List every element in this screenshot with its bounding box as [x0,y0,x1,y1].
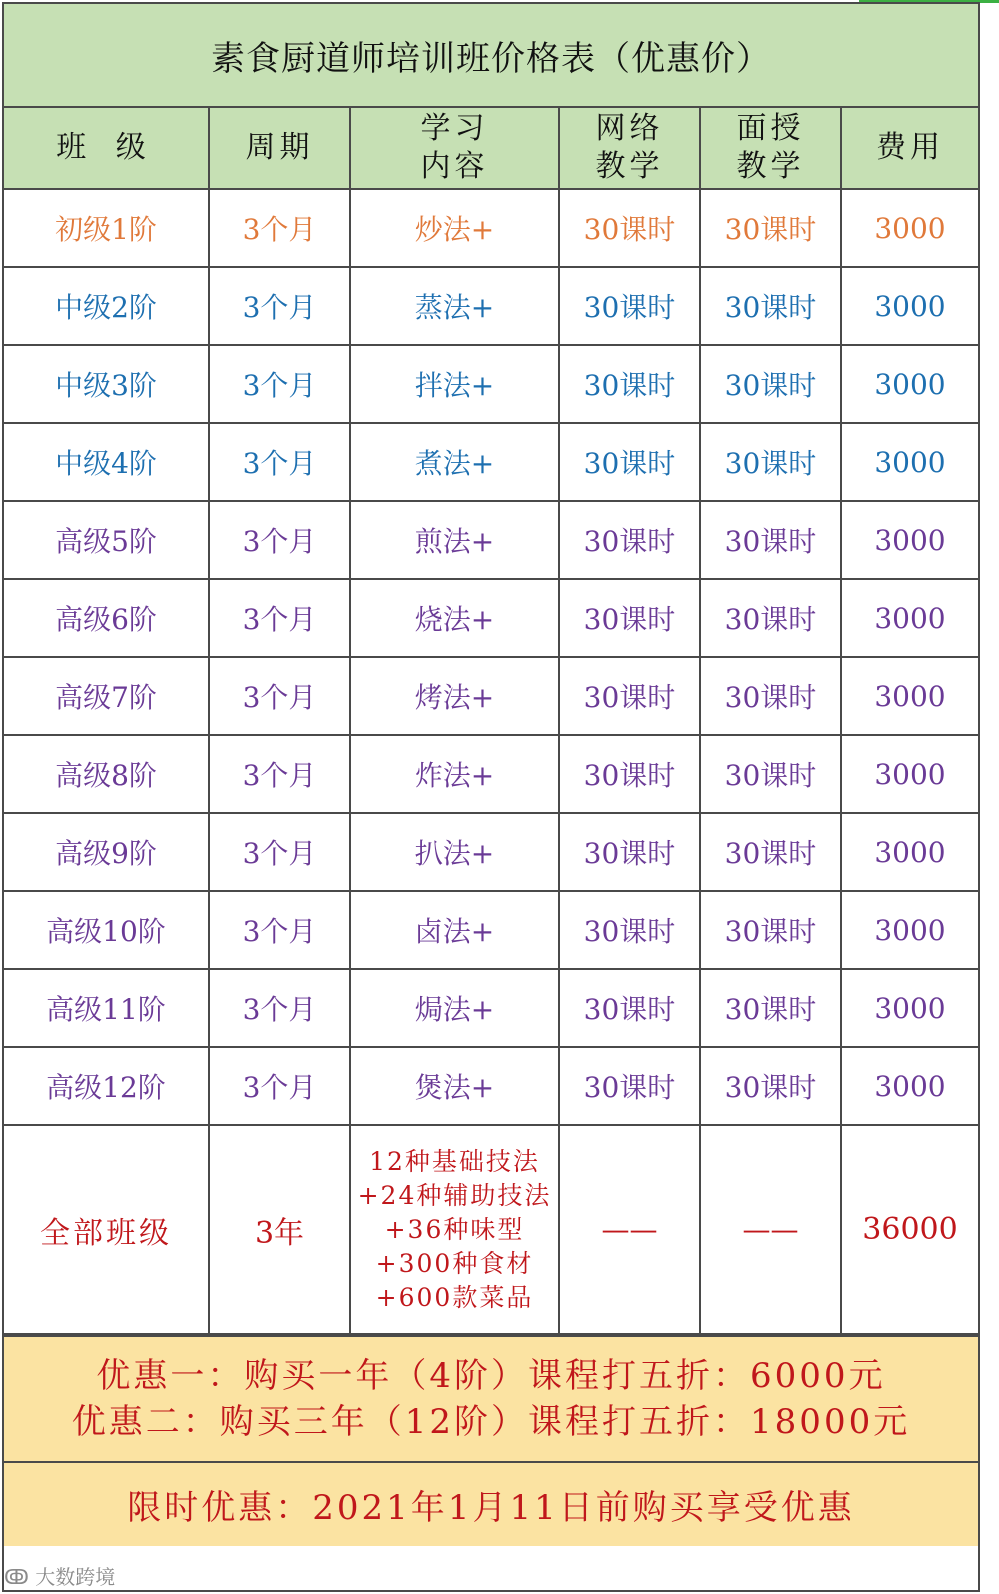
cell-online: 30课时 [559,579,700,657]
cell-period: 3个月 [209,735,350,813]
cell-offline: 30课时 [700,735,841,813]
cell-online: 30课时 [559,267,700,345]
table-row [4,657,978,735]
all-classes-row [4,1125,978,1334]
all-online: —— [559,1125,700,1334]
table-row [4,891,978,969]
cell-online: 30课时 [559,423,700,501]
cell-period: 3个月 [209,969,350,1047]
header-online: 网络 教学 [559,108,700,189]
all-content [350,1125,559,1334]
all-content-line: 12种基础技法 [369,1146,540,1176]
all-content-line: +300种食材 [375,1248,534,1278]
cell-content: 煮法+ [350,423,559,501]
cell-online: 30课时 [559,1047,700,1125]
cell-content: 烧法+ [350,579,559,657]
cell-offline: 30课时 [700,1047,841,1125]
cell-fee: 3000 [841,501,978,579]
promo-box [4,1335,978,1463]
cell-offline: 30课时 [700,579,841,657]
cell-level: 中级2阶 [4,267,209,345]
all-level: 全部班级 [4,1125,209,1334]
cell-offline: 30课时 [700,501,841,579]
cell-content: 烤法+ [350,657,559,735]
table-row [4,1047,978,1125]
cell-offline: 30课时 [700,813,841,891]
cell-period: 3个月 [209,345,350,423]
cell-online: 30课时 [559,891,700,969]
cell-fee: 3000 [841,969,978,1047]
cell-online: 30课时 [559,189,700,267]
all-offline: —— [700,1125,841,1334]
table-row [4,501,978,579]
cell-fee: 3000 [841,813,978,891]
cell-period: 3个月 [209,579,350,657]
sheet-title: 素食厨道师培训班价格表（优惠价） [4,4,978,108]
promo-line-1: 优惠一：购买一年（4阶）课程打五折：6000元 [96,1356,886,1396]
cell-fee: 3000 [841,423,978,501]
cell-level: 高级10阶 [4,891,209,969]
cell-fee: 3000 [841,579,978,657]
table-row [4,813,978,891]
all-content-line: +600款菜品 [375,1282,534,1312]
table-row [4,579,978,657]
cell-content: 蒸法+ [350,267,559,345]
cell-offline: 30课时 [700,657,841,735]
cell-content: 炸法+ [350,735,559,813]
cell-content: 扒法+ [350,813,559,891]
cell-content: 炒法+ [350,189,559,267]
cell-fee: 3000 [841,1047,978,1125]
cell-period: 3个月 [209,189,350,267]
table-row [4,969,978,1047]
cell-level: 高级6阶 [4,579,209,657]
cell-fee: 3000 [841,735,978,813]
cell-level: 初级1阶 [4,189,209,267]
promo-line-2: 优惠二：购买三年（12阶）课程打五折：18000元 [71,1402,911,1442]
price-sheet [2,2,980,1592]
cell-offline: 30课时 [700,189,841,267]
cell-content: 卤法+ [350,891,559,969]
cell-level: 中级4阶 [4,423,209,501]
cell-period: 3个月 [209,813,350,891]
cell-period: 3个月 [209,501,350,579]
table-row [4,735,978,813]
cell-online: 30课时 [559,501,700,579]
watermark-logo-icon: ↂ [4,1565,29,1589]
cell-period: 3个月 [209,1047,350,1125]
cell-offline: 30课时 [700,969,841,1047]
table-row [4,267,978,345]
cell-content: 煎法+ [350,501,559,579]
cell-online: 30课时 [559,813,700,891]
cell-level: 中级3阶 [4,345,209,423]
table-body [4,189,978,1125]
all-content-line: +24种辅助技法 [357,1180,552,1210]
cell-content: 煲法+ [350,1047,559,1125]
all-content-line: +36种味型 [384,1214,525,1244]
cell-offline: 30课时 [700,267,841,345]
header-level: 班 级 [4,108,209,189]
cell-offline: 30课时 [700,345,841,423]
watermark-text: 大数跨境 [35,1565,116,1589]
cell-online: 30课时 [559,657,700,735]
cell-level: 高级8阶 [4,735,209,813]
cell-level: 高级12阶 [4,1047,209,1125]
cell-level: 高级9阶 [4,813,209,891]
all-period: 3年 [209,1125,350,1334]
cell-period: 3个月 [209,423,350,501]
cell-fee: 3000 [841,267,978,345]
header-fee: 费用 [841,108,978,189]
cell-level: 高级5阶 [4,501,209,579]
table-row [4,345,978,423]
header-row [4,108,978,189]
header-offline: 面授 教学 [700,108,841,189]
cell-online: 30课时 [559,735,700,813]
cell-content: 焗法+ [350,969,559,1047]
cell-period: 3个月 [209,891,350,969]
cell-fee: 3000 [841,657,978,735]
table-row [4,189,978,267]
cell-period: 3个月 [209,267,350,345]
cell-fee: 3000 [841,345,978,423]
cell-level: 高级11阶 [4,969,209,1047]
cell-fee: 3000 [841,189,978,267]
cell-online: 30课时 [559,969,700,1047]
cell-fee: 3000 [841,891,978,969]
cell-content: 拌法+ [350,345,559,423]
cell-level: 高级7阶 [4,657,209,735]
header-content: 学习 内容 [350,108,559,189]
price-table [4,108,978,1335]
header-period: 周期 [209,108,350,189]
limited-offer: 限时优惠：2021年1月11日前购买享受优惠 [4,1463,978,1546]
cell-offline: 30课时 [700,423,841,501]
cell-offline: 30课时 [700,891,841,969]
watermark [4,1561,115,1590]
cell-online: 30课时 [559,345,700,423]
cell-period: 3个月 [209,657,350,735]
table-row [4,423,978,501]
all-fee: 36000 [841,1125,978,1334]
